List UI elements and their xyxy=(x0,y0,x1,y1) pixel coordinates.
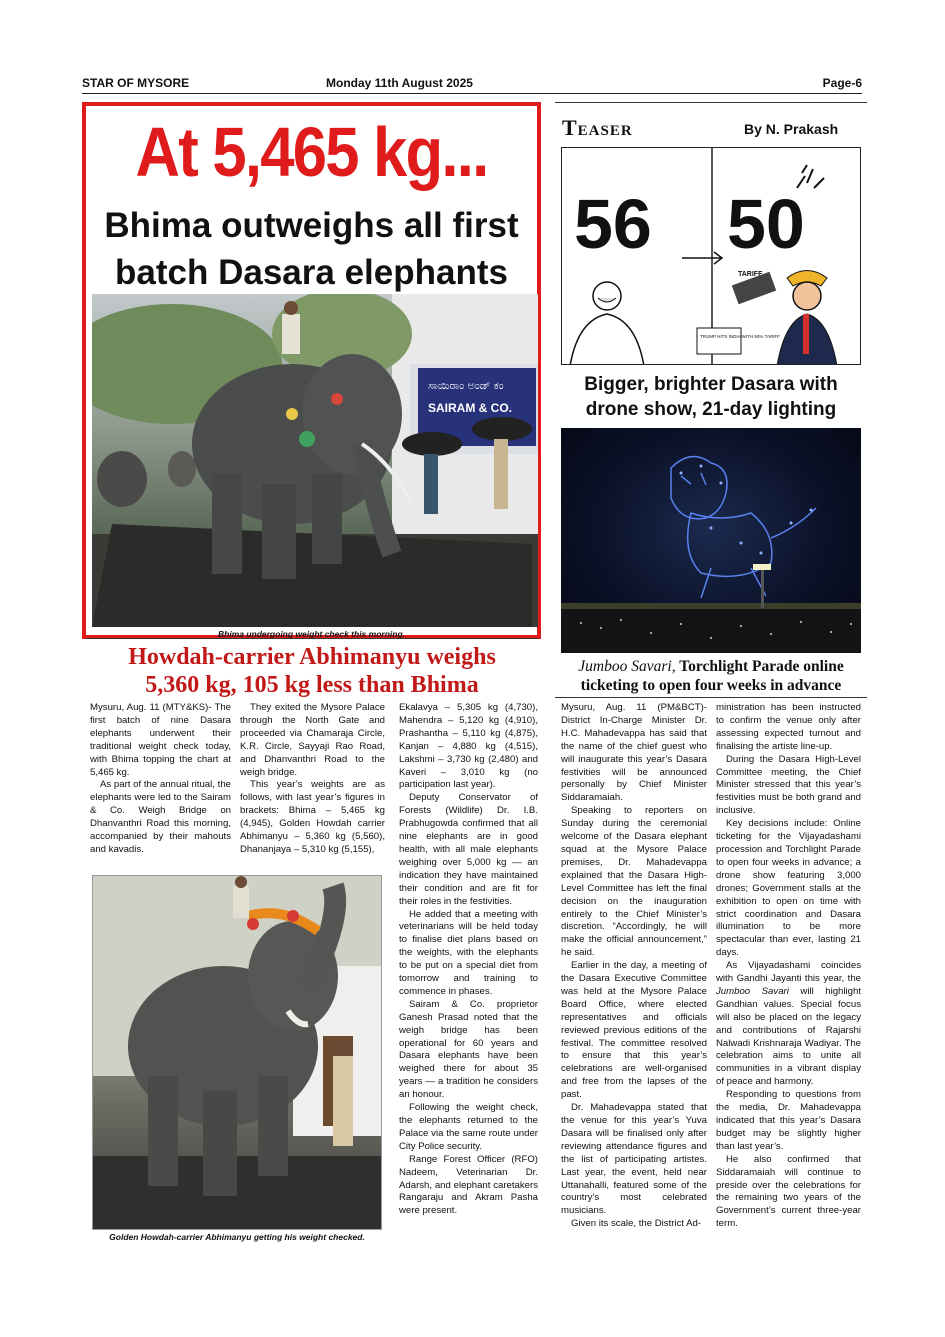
dasara-paragraph xyxy=(716,960,861,1089)
dasara-paragraph: Mysuru, Aug. 11 (PM&BCT)- District In-Charge Minister Dr. H.C. Mahadevappa has said that the name of the chief guest who will inaugurate this year’s Dasara festivities will be announced personally by Chief Minister Siddaramaiah. xyxy=(561,702,707,804)
lead-subhead-line2: batch Dasara elephants xyxy=(115,253,508,292)
story-paragraph: Sairam & Co. proprietor Ganesh Prasad noted that the weigh bridge has been operational for 60 years and Dasara elephants have been weighed there for about 35 years — a tradition he considers an honour. xyxy=(399,998,538,1101)
cartoon-number-50: 50 xyxy=(727,185,805,263)
story-headline-line1: Howdah-carrier Abhimanyu weighs xyxy=(128,644,496,670)
tariff-hammer-label: TARIFF xyxy=(738,271,763,278)
lead-subhead xyxy=(86,202,537,296)
dasara-rule xyxy=(555,697,867,698)
dasara-paragraph: He also confirmed that Siddaramaiah will continue to preside over the celebrations for the remaining two years of the Government’s current three-year term. xyxy=(716,1153,861,1230)
story-paragraph: Range Forest Officer (RFO) Nadeem, Veterinarian Dr. Adarsh, and elephant caretakers Rangaraju and Akram Pasha were present. xyxy=(399,1153,538,1217)
sign-english: SAIRAM & CO. xyxy=(428,401,512,415)
story-column-2 xyxy=(240,702,385,857)
dasara-paragraph: Dr. Mahadevappa stated that the venue for this year’s Yuva Dasara will be finalised only after reviewing attendance figures and the list of participating artistes. Last year, the event, held near Uttanahalli, featured some of the country’s most celebrated musicians. xyxy=(561,1102,707,1217)
drone-show-photo xyxy=(561,428,861,653)
masthead-rule xyxy=(82,93,862,94)
dasara-paragraph: ministration has been instructed to confirm the venue only after assessing expected turnout and finalising the artiste line-up. xyxy=(716,702,861,752)
teaser-label-text: Teaser xyxy=(562,115,633,140)
teaser-cartoon xyxy=(561,147,861,365)
page-number: Page-6 xyxy=(822,76,862,90)
masthead xyxy=(82,76,862,92)
story-paragraph: Mysuru, Aug. 11 (MTY&KS)- The first batch of nine Dasara elephants underwent their traditional weight check today, with Bhima topping the chart at 5,465 kg. xyxy=(90,702,231,778)
dasara-text-run: will highlight Gandhian values. Special focus will also be placed on the legacy and contributions of Rajarshi Nalwadi Krishnaraja Wadiyar. The celebration aims to unite all communities in a vibrant display of peace and harmony. xyxy=(716,985,861,1088)
bhima-photo-illustration xyxy=(92,294,538,627)
cartoon-illustration xyxy=(562,148,861,365)
bhima-weigh-photo xyxy=(92,294,538,627)
abhimanyu-photo-illustration xyxy=(93,876,382,1230)
story-column-1 xyxy=(90,702,231,857)
drone-show-illustration xyxy=(561,428,861,653)
dasara-paragraph: Speaking to reporters on Sunday during the ceremonial welcome of the Dasara elephant squad at the Mysore Palace premises, Dr. Mahadevappa explained that the Dasara High-Level Committee has left the final decision on the inauguration entirely to the Chief Minister’s discretion. “Accordingly, he will make the official announcement,” he said. xyxy=(561,805,707,959)
dasara-sub-italic: Jumboo Savari, xyxy=(578,658,676,675)
lead-story-box xyxy=(82,102,541,639)
dasara-subheadline xyxy=(555,657,867,695)
story-headline-line2: 5,360 kg, 105 kg less than Bhima xyxy=(145,672,479,698)
dasara-text-run: As Vijayadashami coincides with Gandhi Jayanti this year, the xyxy=(716,960,861,985)
story-paragraph: They exited the Mysore Palace through the North Gate and proceeded via Chamaraja Circle, K.R. Circle, Sayyaji Rao Road, and Dhanvanthri Road to the weigh bridge. xyxy=(240,702,385,778)
teaser-label xyxy=(562,115,633,141)
story-paragraph: This year’s weights are as follows, with last year’s figures in brackets: Bhima – 5,465 kg (4,945), Golden Howdah carrier Abhimanyu – 5,360 kg (5,560), Dhananjaya – 5,310 kg (5,155), xyxy=(240,779,385,855)
story-paragraph: Following the weight check, the elephants returned to the Palace via the same route under City Police security. xyxy=(399,1102,538,1152)
dasara-paragraph: Responding to questions from the media, Dr. Mahadevappa indicated that this year’s Dasara budget may be slightly higher than last year’s. xyxy=(716,1089,861,1152)
abhimanyu-photo-caption: Golden Howdah-carrier Abhimanyu getting his weight checked. xyxy=(109,1232,365,1242)
abhimanyu-photo xyxy=(92,875,382,1230)
dasara-paragraph: Key decisions include: Online ticketing for the Vijayadashami procession and Torchlight Parade to open four weeks in advance; a drone show featuring 3,000 drones; Government stalls at the exhibition to open on time with strict coordination and Dasara illumination to be more spectacular than ever, lasting 21 days. xyxy=(716,818,861,959)
dasara-headline xyxy=(555,372,867,422)
story-paragraph: Deputy Conservator of Forests (Wildlife) Dr. I.B. Prabhugowda confirmed that all nine elephants are in good health, with all male elephants weighing over 5,000 kg — an indication they have maintained their condition and are fit for their roles in the festivities. xyxy=(399,792,538,907)
paper-name: STAR OF MYSORE xyxy=(82,76,190,90)
dasara-italic-run: Jumboo Savari xyxy=(716,985,789,997)
dasara-paragraph: Given its scale, the District Ad- xyxy=(571,1218,702,1230)
lead-photo-caption: Bhima undergoing weight check this morning. xyxy=(217,629,405,639)
dasara-column-1 xyxy=(561,702,707,1231)
story-top-rule xyxy=(86,638,538,639)
teaser-top-rule xyxy=(555,102,867,103)
dasara-paragraph: Earlier in the day, a meeting of the Dasara Executive Committee was held at the Mysore Palace Board Office, where elected representatives and officials reviewed previous editions of the festival. The committee resolved to ensure that this year’s celebrations are well-organised and free from the lapses of the past. xyxy=(561,960,707,1101)
dasara-sub-line2: ticketing to open four weeks in advance xyxy=(580,677,842,694)
story-column-3 xyxy=(399,702,538,1218)
sign-kannada: ಸಾಯಿರಾಂ ಅಂಡ್ ಕಂ xyxy=(428,379,504,392)
story-headline xyxy=(86,643,538,699)
dasara-paragraph: During the Dasara High-Level Committee meeting, the Chief Minister stressed that this year’s festivities must be both grand and inclusive. xyxy=(716,753,861,817)
story-paragraph: Ekalavya – 5,305 kg (4,730), Mahendra – 5,120 kg (4,910), Prashantha – 5,110 kg (4,875), Kanjan – 4,880 kg (4,515), Lakshmi – 3,730 kg (2,480) and Kaveri – 3,010 kg (no participation last year). xyxy=(399,702,538,791)
dasara-headline-line2: drone show, 21-day lighting xyxy=(585,399,837,420)
story-paragraph: As part of the annual ritual, the elephants were led to the Sairam & Co. Weigh Bridge on Dhanvanthri Road this morning, accompanied by their mahouts and kavadis. xyxy=(90,779,231,855)
cartoon-note: TRUMP HITS INDIA WITH 50% TARIFF xyxy=(700,334,781,339)
story-paragraph: He added that a meeting with veterinarians will be held today to finalise diet plans based on the weights, with the elephants to be put on a special diet from tomorrow and training to commence in phases. xyxy=(399,908,538,997)
dasara-column-2 xyxy=(716,702,861,1231)
cartoon-byline: By N. Prakash xyxy=(744,121,839,137)
dasara-sub-line1: Torchlight Parade online xyxy=(679,658,844,675)
issue-date: Monday 11th August 2025 xyxy=(326,76,473,90)
dasara-headline-line1: Bigger, brighter Dasara with xyxy=(584,374,838,395)
lead-headline: At 5,465 kg... xyxy=(135,113,488,191)
cartoon-number-56: 56 xyxy=(574,185,652,263)
lead-subhead-line1: Bhima outweighs all first xyxy=(104,206,519,245)
